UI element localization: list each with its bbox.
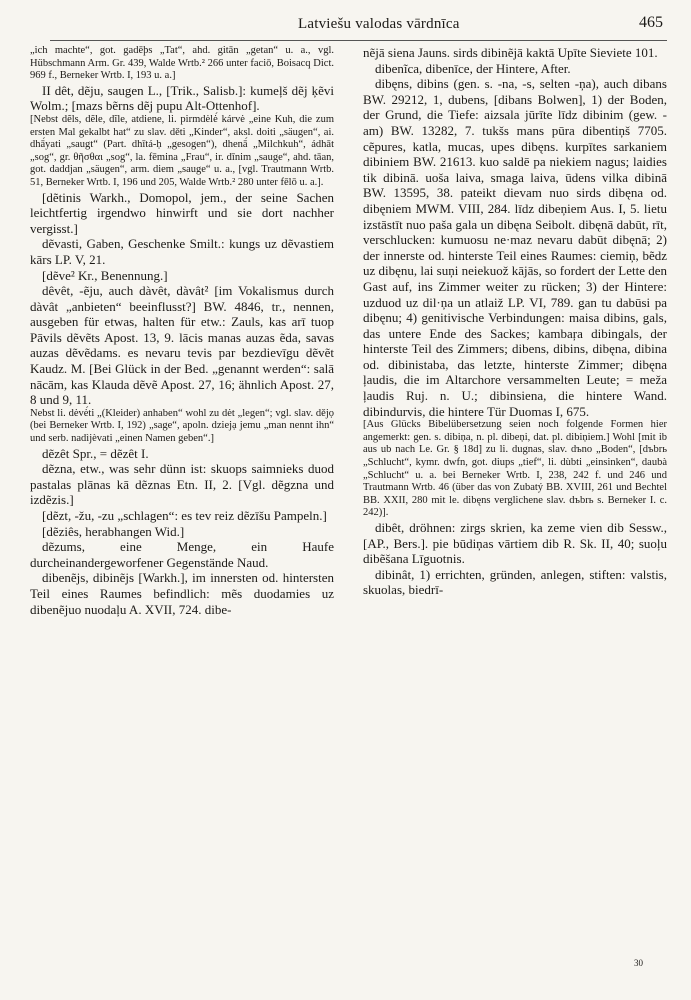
dictionary-entry: dẽzêt Spr., = dẽzêt I.: [42, 445, 149, 461]
dictionary-entry: dibęns, dibins (gen. s. -na, -s, selten -ņa), auch dibans BW. 29212, 1, dubens, [dibans Bolwen], 1) der Boden, der Grund, die Tiefe: aizsala jūrīte līdz dibinim (gew. -am) BW. 13282, 7. tukšs mans pūra dibentiņš 7705. cẽpures, katla, mucas, upes dibęns. kurpītes sarkaniem dibiniem BW. 21613. kuo saldē pa niekiem nagus; laidies tik dibinā. uoša laiva, smaga laiva, ūdens vilka dibinā BW. 13595, 38. pateikt dievam nuo sirds dibęna od. dibęniem MWM. VIII, 284. līdz dibeņiem Aus. I, 5. lietu izstāstīt nuo paša gala un dibęna Seibolt. dibęnā dabūt, rīt, verschlucken: kumuosu ne·maz nevaru dabūt dibęnā; 2) der innerste od. hinterste Teil eines Raumes: ciemiņ, bẽdz uz dibęnu, lai suņi neiekuož kājās, so fordert der Lette den Gast auf, ins Zimmer weiter zu rücken; 3) der Hintere: uzduod uz dil·ņa un atlaiž LP. VI, 789. gan tu dabūsi pa dibęnu; 4) genitivische Verbindungen: maisa dibins, gals, das untere Ende des Sackes; kambaŗa dibingals, der hinterste Teil des Zimmers; dibens, dibins, dibęna, dibina od. dibinistaba, das letzte, hinterste Zimmer; dibęna ļaudis, die im Altarchore versammelten Leute; = meža ļaudis Ruj. n. U.; dibinsiena, die hintere Wand. dibindurvis, die hintere Tür Duomas I, 675.: [363, 76, 667, 419]
dictionary-entry: dêvêt, -ẽju, auch dàvêt, dàvât² [im Vokalismus durch dàvât „anbieten“ beeinflusst?] BW. 4846, tr., nennen, ausgeben für etwas, halten für etw.: Zauls, kas arī tuop Pāvils dẽvẽts Apost. 13, 9. lācis manas auzas ẽda, savas auzas dẽvẽdams. es nevaru tevis par bezdievīgu dẽvẽt Kaudz. M. [Bei Glück in der Bed. „genannt werden“: salā nācām, kas Klauda dẽvẽ Apost. 27, 16; ähnlich Apost. 27, 8 und 9, 11.: [30, 283, 334, 408]
page-number: 465: [639, 14, 663, 31]
etymology-note: „ich machte“, got. gadēþs „Tat“, ahd. gitān „getan“ u. a., vgl. Hübschmann Arm. Gr. 439, Walde Wrtb.² 266 unter faciō, Boisacq Dict. 969 f., Berneker Wrtb. I, 193 u. a.]: [30, 45, 334, 82]
dictionary-entry: dibenẽjs, dibinẽjs [Warkh.], im innersten od. hintersten Teil eines Raumes befindlich: mẽs duodamies uz dibenẽjuo nuodaļu A. XVII, 724. dibe-: [30, 570, 334, 617]
dictionary-entry: [dẽziês, herabhangen Wid.]: [42, 523, 185, 539]
dictionary-entry: dẽzna, etw., was sehr dünn ist: skuops saimnieks duod pastalas plānas kā dẽznas Etn. II, 2. [Vgl. dẽgzna und izdẽzis.]: [30, 461, 334, 508]
etymology-note: [Nebst dẽls, dẽle, dĩle, atdiene, li. pirmdėlė́ kárvė „eine Kuh, die zum ersten Mal gekalbt hat“ zu slav. děti „Kinder“, aksl. doiti „säugen“, ai. dhā́yati „saugt“ (Part. dhītá-ḥ „gesogen“), dhenā́ „Milchkuh“, ádhāt „sog“, gr. θῆσθαι „sog“, la. fēmina „Frau“, ir. dīnim „sauge“, ahd. tāan, got. daddjan „säugen“, arm. diem „sauge“ u. a., [vgl. Trautmann Wrtb. 51, Berneker Wrtb. I, 196 und 205, Walde Wrtb.² 280 unter fēlō u. a.].: [30, 113, 334, 188]
left-column: [30, 45, 334, 617]
dictionary-entry: dibinât, 1) errichten, gründen, anlegen, stiften: valstis, skuolas, biedrī-: [363, 566, 667, 598]
dictionary-entry: dibenĩca, dibenīce, der Hintere, After.: [375, 60, 571, 76]
dictionary-entry: II dêt, dẽju, saugen L., [Trik., Salisb.]: kumeļš dẽj ķẽvi Wolm.; [mazs bẽrns dẽj pupu Alt-Ottenhof].: [30, 82, 334, 114]
etymology-note: [Aus Glücks Bibelübersetzung seien noch folgende Formen hier angemerkt: gen. s. dibiņa, n. pl. dibeņi, dat. pl. dibiņiem.] Wohl [mit ib aus ub nach Le. Gr. § 18d] zu li. dugnas, slav. dъno „Boden“, [dъbrь „Schlucht“, kymr. dwfn, got. diups „tief“, li. dùbti „einsinken“, daubà „Schlucht“ u. a. bei Berneker Wrtb. I, 238, 242 f. und 246 und Trautmann Wrtb. 46 (über das von Zubatý BB. XVIII, 261 und Bechtel BB. XXII, 280 mit le. dibęns verglichene slav. dъbrь s. Berneker I. c. 242)].: [363, 419, 667, 519]
right-column: [363, 45, 667, 617]
text-columns: [30, 45, 667, 617]
dictionary-entry: dẽvasti, Gaben, Geschenke Smilt.: kungs uz dẽvastiem kārs LP. V, 21.: [30, 236, 334, 267]
dictionary-entry: dibêt, dröhnen: zirgs skrien, ka zeme vien dib Sessw., [AP., Bers.]. pie būdiņas vārtiem dib R. Sk. II, 40; suoļu dibẽšana Līguotnis.: [363, 520, 667, 567]
page-header: [50, 14, 667, 41]
etymology-note: Nebst li. dėvė́ti „(Kleider) anhaben“ wohl zu dėt „legen“; vgl. slav. dějọ (bei Berneker Wrtb. I, 192) „sage“, apoln. dziejạ jemu „man nennt ihn“ und serb. nadìjèvati „einen Namen geben“.]: [30, 407, 334, 445]
dictionary-entry: nẽjā siena Jauns. sirds dibinẽjā kaktā Upīte Sieviete 101.: [363, 45, 658, 60]
running-title: Latviešu valodas vārdnīca: [298, 16, 460, 32]
dictionary-entry: [dẽve² Kr., Benennung.]: [42, 267, 168, 283]
signature-mark: 30: [634, 958, 643, 968]
dictionary-entry: [dẽtinis Warkh., Domopol, jem., der seine Sachen leichtfertig irgendwo hinwirft und sie dort nachher vergisst.]: [30, 189, 334, 236]
dictionary-entry: dẽzums, eine Menge, ein Haufe durcheinandergeworfener Gegenstände Naud.: [30, 539, 334, 570]
dictionary-entry: [dẽzt, -žu, -zu „schlagen“: es tev reiz dẽzīšu Pampeln.]: [42, 508, 327, 523]
